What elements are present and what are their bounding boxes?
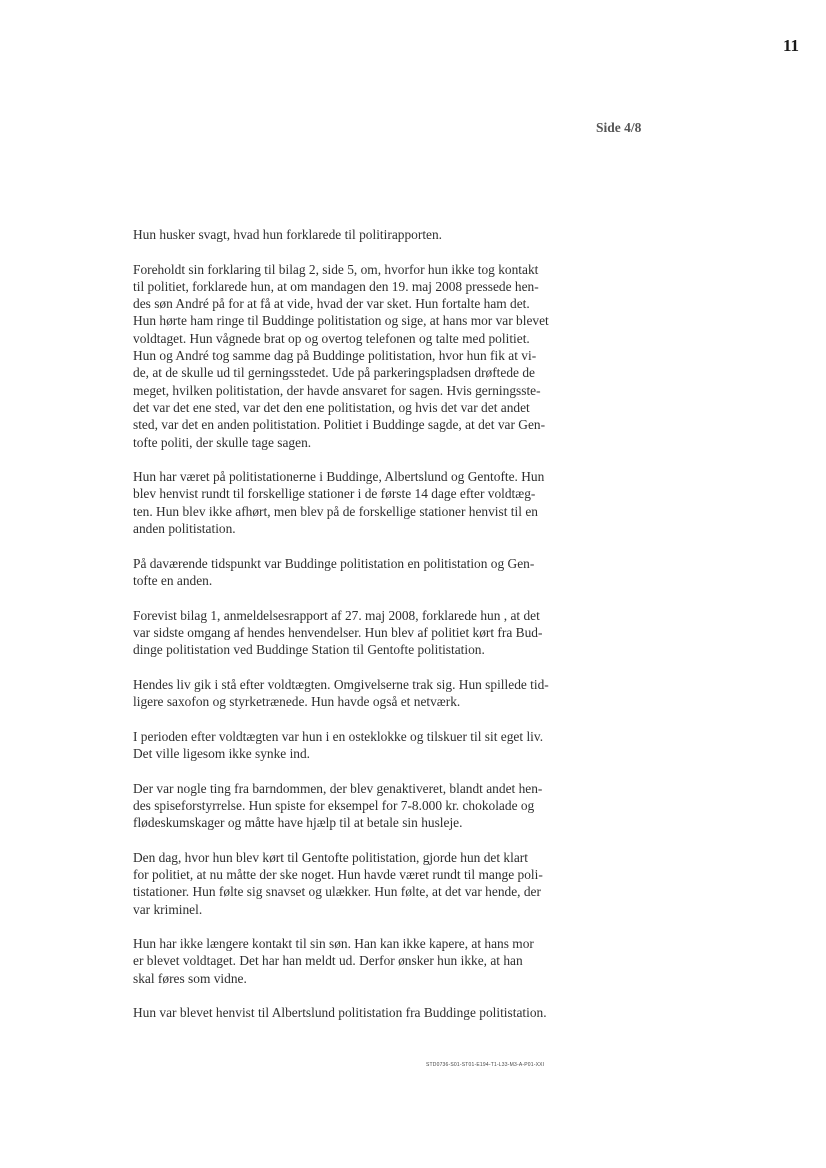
text-line: for politiet, at nu måtte der ske noget. Hun havde været rundt til mange poli-: [133, 866, 543, 882]
text-line: tistationer. Hun følte sig snavset og ulækker. Hun følte, at det var hende, der: [133, 884, 541, 900]
text-line: til politiet, forklarede hun, at om mandagen den 19. maj 2008 pressede hen-: [133, 278, 539, 294]
text-line: Det ville ligesom ikke synke ind.: [133, 745, 311, 761]
text-line: anden politistation.: [133, 521, 236, 537]
text-line: Hun var blevet henvist til Albertslund politistation fra Buddinge politistation.: [133, 1005, 547, 1021]
text-line: ten. Hun blev ikke afhørt, men blev på de forskellige stationer henvist til en: [133, 503, 538, 519]
text-line: Hun husker svagt, hvad hun forklarede til politirapporten.: [133, 227, 443, 242]
text-line: de, at de skulle ud til gerningsstedet. Ude på parkeringspladsen drøftede de: [133, 365, 535, 381]
text-line: meget, hvilken politistation, der havde ansvaret for sagen. Hvis gerningsste-: [133, 382, 541, 398]
text-line: Hun og André tog samme dag på Buddinge politistation, hvor hun fik at vi-: [133, 348, 537, 364]
paragraph: [133, 1004, 597, 1021]
text-line: voldtaget. Hun vågnede brat op og overtog telefonen og talte med politiet.: [133, 330, 530, 346]
paragraph: [133, 607, 597, 659]
text-line: er blevet voldtaget. Det har han meldt ud. Derfor ønsker hun ikke, at han: [133, 953, 523, 969]
paragraph: [133, 849, 597, 918]
text-line: Forevist bilag 1, anmeldelsesrapport af 27. maj 2008, forklarede hun , at det: [133, 607, 540, 623]
paragraph: [133, 468, 597, 537]
page-indicator: Side 4/8: [596, 120, 642, 135]
text-line: des søn André på for at få at vide, hvad der var sket. Hun fortalte ham det.: [133, 296, 530, 312]
text-line: des spiseforstyrrelse. Hun spiste for eksempel for 7-8.000 kr. chokolade og: [133, 797, 535, 813]
paragraph: [133, 261, 597, 451]
text-line: Hun har været på politistationerne i Buddinge, Albertslund og Gentofte. Hun: [133, 469, 545, 485]
document-body: [133, 226, 597, 1039]
paragraph: [133, 935, 597, 987]
text-line: Hendes liv gik i stå efter voldtægten. Omgivelserne trak sig. Hun spillede tid-: [133, 676, 549, 692]
footer-document-code: STD0736-S01-ST01-E194-T1-L33-M3-A-P01-XXI: [426, 1062, 545, 1068]
text-line: På daværende tidspunkt var Buddinge politistation en politistation og Gen-: [133, 555, 535, 571]
text-line: blev henvist rundt til forskellige stationer i de første 14 dage efter voldtæg-: [133, 486, 536, 502]
text-line: dinge politistation ved Buddinge Station til Gentofte politistation.: [133, 642, 485, 658]
text-line: var kriminel.: [133, 901, 203, 917]
text-line: var sidste omgang af hendes henvendelser. Hun blev af politiet kørt fra Bud-: [133, 624, 543, 640]
text-line: I perioden efter voldtægten var hun i en osteklokke og tilskuer til sit eget liv.: [133, 728, 544, 744]
text-line: tofte en anden.: [133, 572, 213, 588]
text-line: Hun hørte ham ringe til Buddinge politistation og sige, at hans mor var blevet: [133, 313, 549, 329]
paragraph: [133, 728, 597, 763]
paragraph: [133, 555, 597, 590]
text-line: skal føres som vidne.: [133, 970, 247, 986]
paragraph: [133, 226, 597, 243]
text-line: Foreholdt sin forklaring til bilag 2, side 5, om, hvorfor hun ikke tog kontakt: [133, 261, 539, 277]
text-line: ligere saxofon og styrketrænede. Hun havde også et netværk.: [133, 694, 461, 710]
text-line: sted, var det en anden politistation. Politiet i Buddinge sagde, at det var Gen-: [133, 417, 546, 433]
text-line: Den dag, hvor hun blev kørt til Gentofte politistation, gjorde hun det klart: [133, 849, 528, 865]
text-line: tofte politi, der skulle tage sagen.: [133, 434, 312, 450]
paragraph: [133, 780, 597, 832]
text-line: flødeskumskager og måtte have hjælp til at betale sin husleje.: [133, 815, 463, 831]
text-line: Der var nogle ting fra barndommen, der blev genaktiveret, blandt andet hen-: [133, 780, 543, 796]
paragraph: [133, 676, 597, 711]
text-line: Hun har ikke længere kontakt til sin søn. Han kan ikke kapere, at hans mor: [133, 936, 534, 952]
text-line: det var det ene sted, var det den ene politistation, og hvis det var det andet: [133, 399, 530, 415]
page-number: 11: [782, 36, 799, 55]
